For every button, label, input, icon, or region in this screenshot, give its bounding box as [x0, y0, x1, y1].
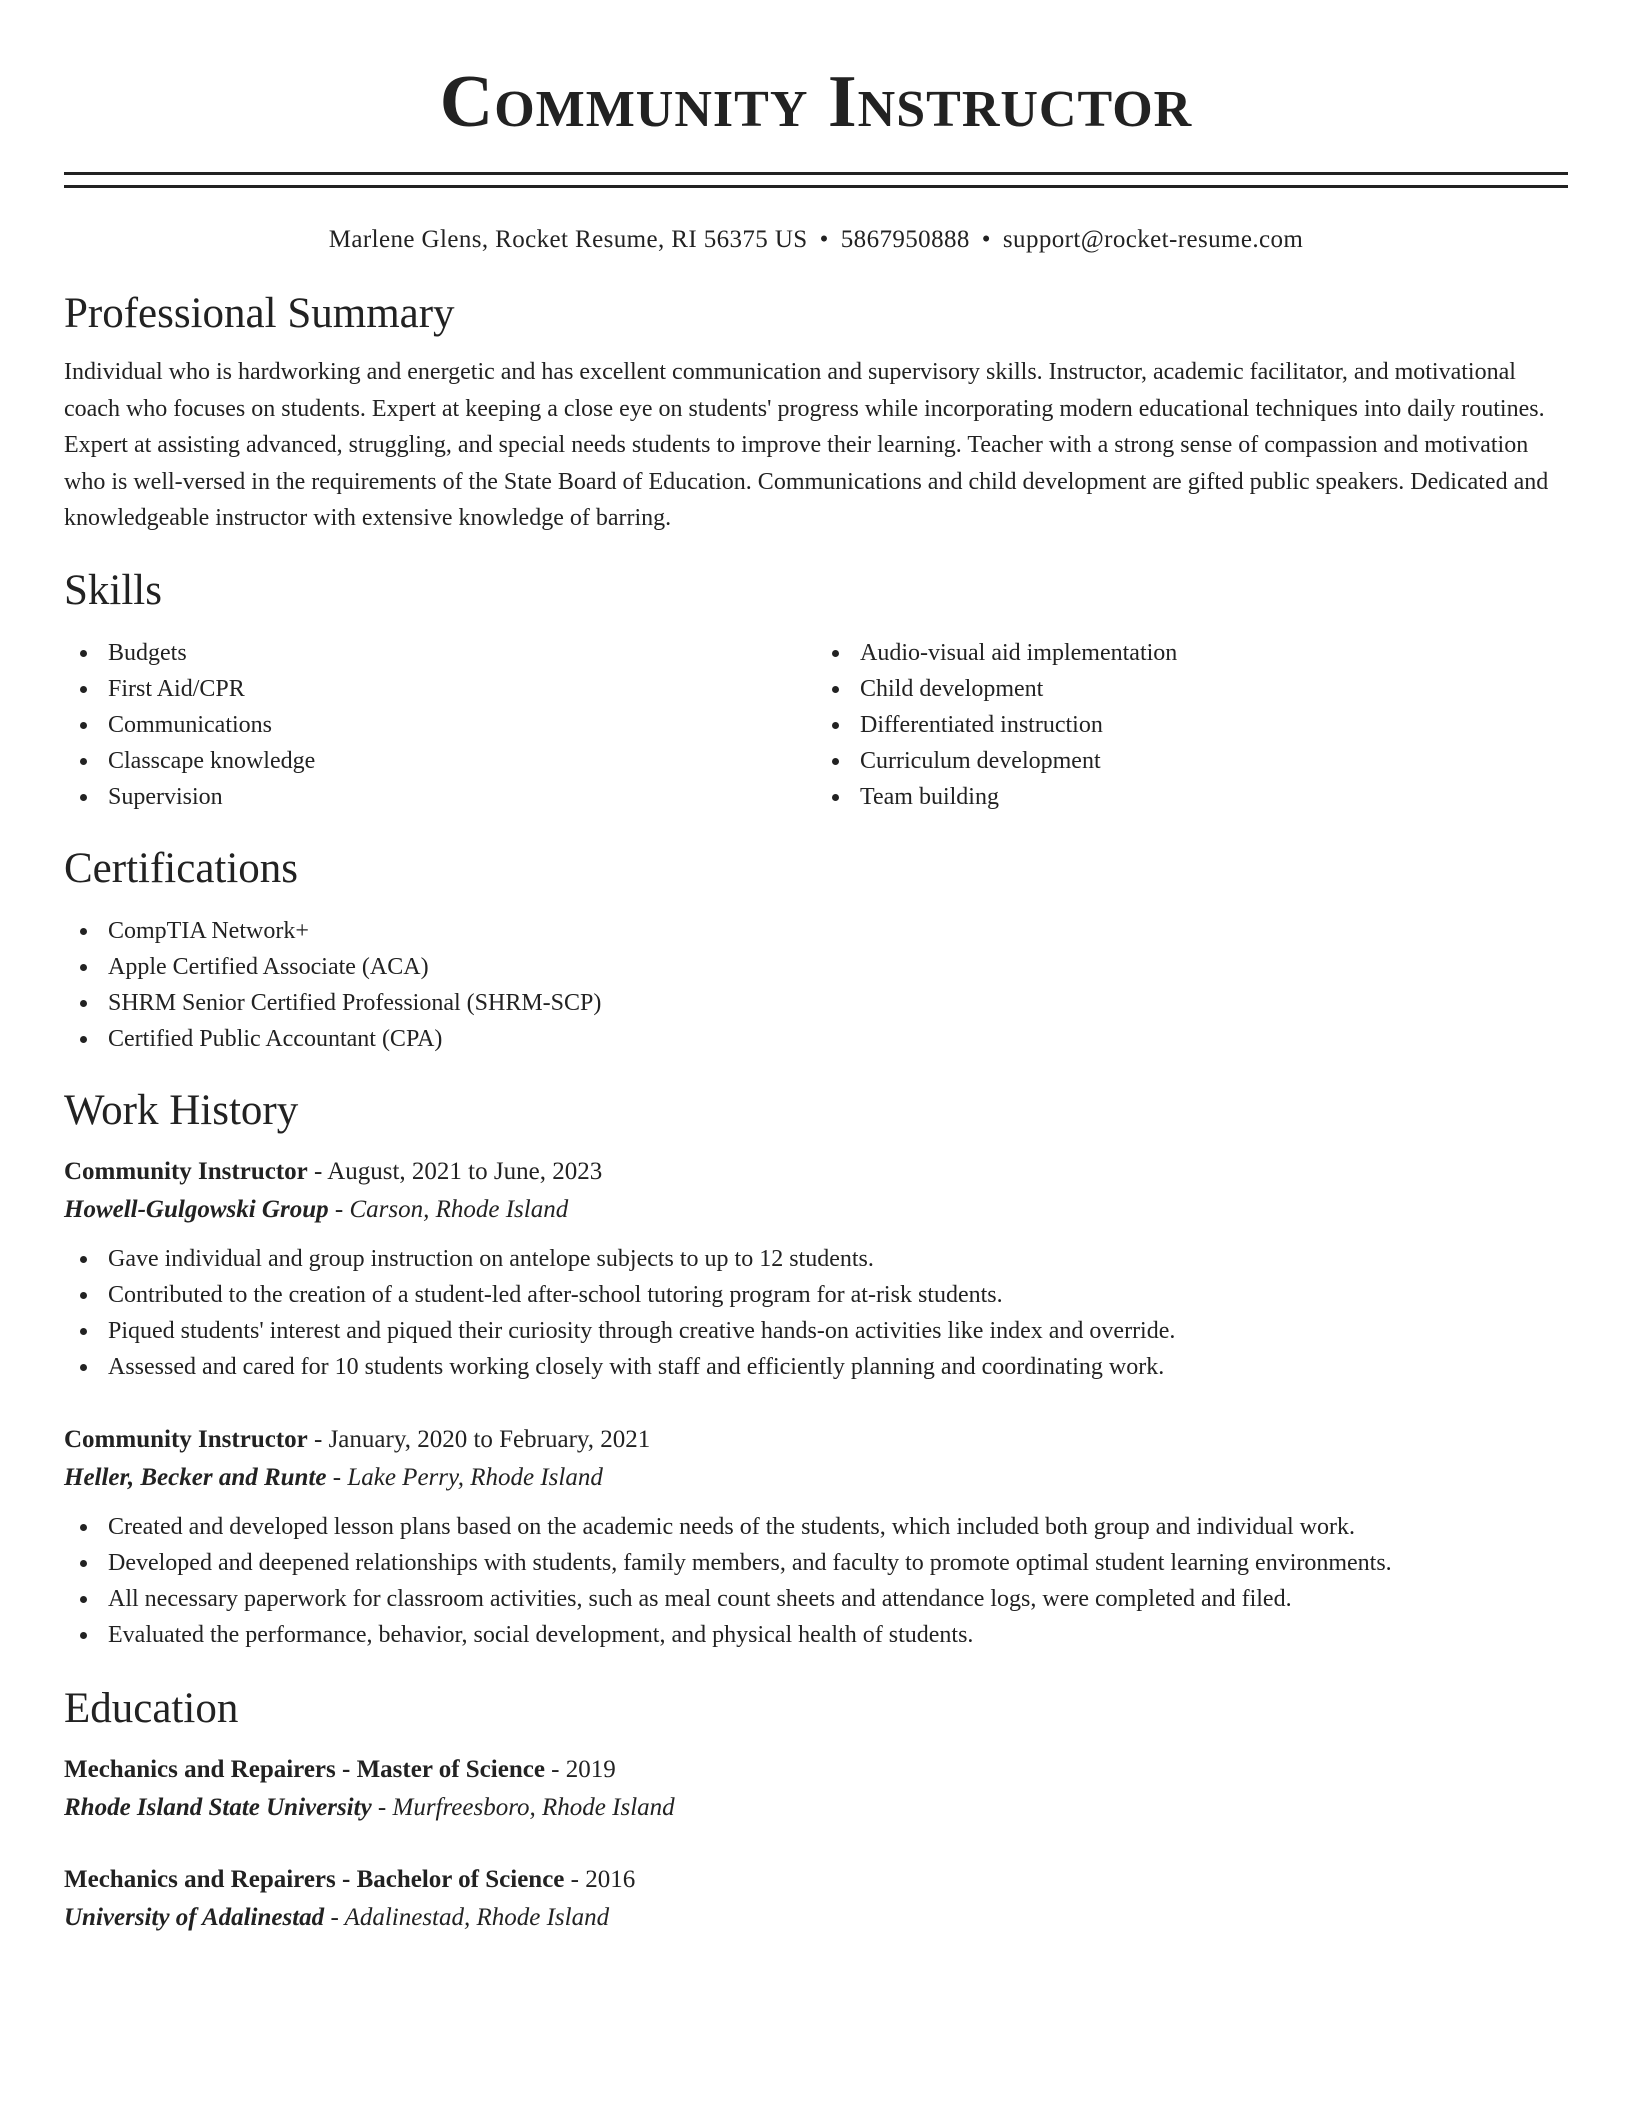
job-bullet: Developed and deepened relationships with students, family members, and faculty to promote optimal student learning environments. — [64, 1545, 1568, 1581]
education-location: - Adalinestad, Rhode Island — [324, 1903, 610, 1931]
job-role-line — [64, 1153, 1568, 1191]
job-company: Heller, Becker and Runte — [64, 1463, 327, 1491]
certification-item: SHRM Senior Certified Professional (SHRM-SCP) — [64, 985, 1568, 1021]
education-heading: Education — [64, 1684, 239, 1732]
skill-item: Communications — [64, 707, 816, 743]
job-bullet: Piqued students' interest and piqued their curiosity through creative hands-on activities like index and override. — [64, 1313, 1568, 1349]
job-location: - Carson, Rhode Island — [328, 1195, 569, 1223]
skills-column-right — [816, 635, 1568, 815]
job-dates: - August, 2021 to June, 2023 — [307, 1157, 603, 1185]
certification-item: Apple Certified Associate (ACA) — [64, 949, 1568, 985]
summary-text: Individual who is hardworking and energetic and has excellent communication and supervisory skills. Instructor, academic facilitator, and motivational coach who focuses on students. Expert at keeping a close eye on students' progress while incorporating modern educational techniques into daily routines. Expert at assisting advanced, struggling, and special needs students to improve their learning. Teacher with a strong sense of compassion and motivation who is well-versed in the requirements of the State Board of Education. Communications and child development are gifted public speakers. Dedicated and knowledgeable instructor with extensive knowledge of barring. — [64, 359, 1549, 531]
job-entry — [64, 1153, 1568, 1385]
education-school: Rhode Island State University — [64, 1793, 372, 1821]
skill-item: Audio-visual aid implementation — [816, 635, 1568, 671]
contact-separator: • — [981, 226, 991, 253]
skills-column-left — [64, 635, 816, 815]
contact-phone: 5867950888 — [840, 226, 970, 253]
summary-heading: Professional Summary — [64, 290, 455, 337]
skill-item: Classcape knowledge — [64, 743, 816, 779]
job-role-line — [64, 1421, 1568, 1459]
education-school-line — [64, 1789, 1568, 1827]
job-title: Community Instructor — [64, 1425, 308, 1453]
contact-separator: • — [819, 226, 829, 253]
education-entry — [64, 1861, 1568, 1937]
skill-item: Child development — [816, 671, 1568, 707]
job-org-line — [64, 1459, 1568, 1497]
job-bullet: Assessed and cared for 10 students working closely with staff and efficiently planning and coordinating work. — [64, 1349, 1568, 1385]
job-bullet: Created and developed lesson plans based on the academic needs of the students, which included both group and individual work. — [64, 1509, 1568, 1545]
certifications-heading: Certifications — [64, 844, 299, 892]
job-bullets — [64, 1241, 1568, 1385]
job-bullet: Contributed to the creation of a student-led after-school tutoring program for at-risk students. — [64, 1277, 1568, 1313]
job-bullet: Evaluated the performance, behavior, social development, and physical health of students. — [64, 1617, 1568, 1653]
education-school: University of Adalinestad — [64, 1903, 325, 1931]
education-year: - 2016 — [564, 1865, 636, 1893]
job-entry — [64, 1421, 1568, 1653]
certifications-list — [64, 913, 1568, 1057]
job-bullet: All necessary paperwork for classroom activities, such as meal count sheets and attendance logs, were completed and filed. — [64, 1581, 1568, 1617]
education-degree-line — [64, 1861, 1568, 1899]
education-entry — [64, 1751, 1568, 1827]
resume-name: Community Instructor — [439, 61, 1193, 143]
skill-item: Differentiated instruction — [816, 707, 1568, 743]
education-school-line — [64, 1899, 1568, 1937]
contact-address: Marlene Glens, Rocket Resume, RI 56375 US — [328, 226, 808, 253]
job-location: - Lake Perry, Rhode Island — [326, 1463, 603, 1491]
certification-item: CompTIA Network+ — [64, 913, 1568, 949]
job-dates: - January, 2020 to February, 2021 — [307, 1425, 651, 1453]
education-year: - 2019 — [544, 1755, 616, 1783]
education-degree-line — [64, 1751, 1568, 1789]
skill-item: Supervision — [64, 779, 816, 815]
skills-heading: Skills — [64, 566, 162, 614]
job-title: Community Instructor — [64, 1157, 308, 1185]
job-bullet: Gave individual and group instruction on antelope subjects to up to 12 students. — [64, 1241, 1568, 1277]
certification-item: Certified Public Accountant (CPA) — [64, 1021, 1568, 1057]
contact-email: support@rocket-resume.com — [1002, 226, 1304, 253]
job-org-line — [64, 1191, 1568, 1229]
skill-item: Budgets — [64, 635, 816, 671]
skill-item: Team building — [816, 779, 1568, 815]
work-history-heading: Work History — [64, 1086, 299, 1134]
skill-item: First Aid/CPR — [64, 671, 816, 707]
skill-item: Curriculum development — [816, 743, 1568, 779]
skills-list — [64, 635, 1568, 815]
header-double-rule — [64, 172, 1568, 188]
education-degree: Mechanics and Repairers - Master of Science — [64, 1755, 545, 1783]
education-location: - Murfreesboro, Rhode Island — [371, 1793, 675, 1821]
contact-line — [64, 222, 1568, 258]
job-company: Howell-Gulgowski Group — [64, 1195, 329, 1223]
job-bullets — [64, 1509, 1568, 1653]
education-degree: Mechanics and Repairers - Bachelor of Science — [64, 1865, 565, 1893]
